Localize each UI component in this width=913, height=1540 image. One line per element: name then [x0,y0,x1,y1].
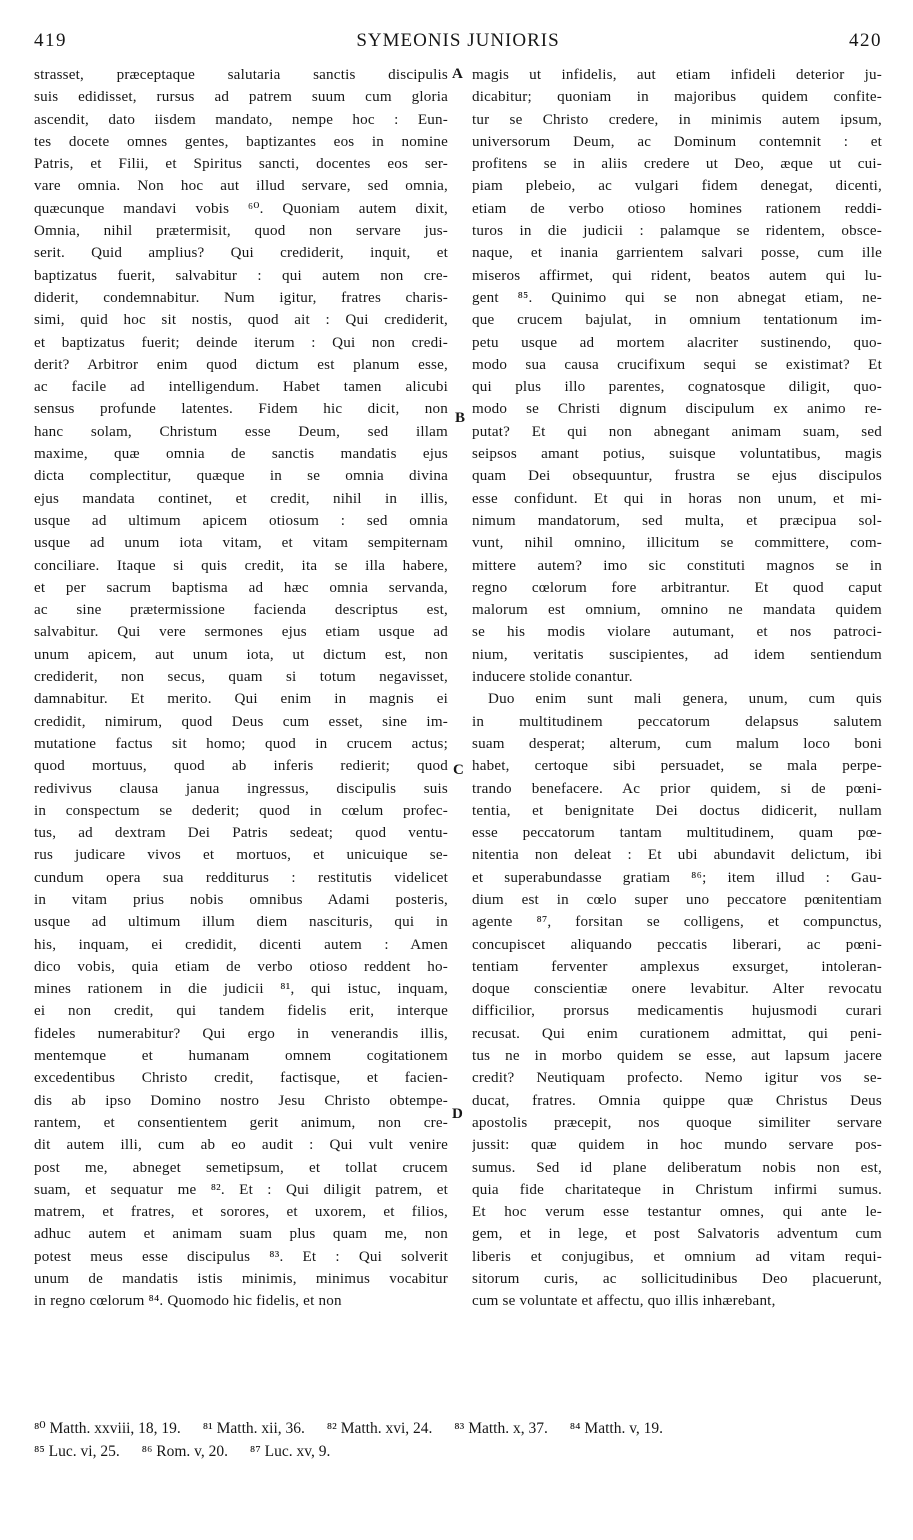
footnote: ⁸⁴ Matth. v, 19. [569,1420,664,1437]
text-line: seipsos amant potius, suisque voluntatibus, magis [472,446,882,463]
text-line: credit? Neutiquam profecto. Nemo igitur vos se- [472,1070,882,1087]
text-line: et per sacrum baptisma ad hæc omnia servanda, [34,579,448,596]
text-line: gent ⁸⁵. Quinimo qui se non abnegat etiam, ne- [472,289,882,306]
text-line: difficilior, prorsus medicamentis hujusmodi curari [472,1003,882,1020]
text-line: concupiscet aliquando peccatis liberari, ac pœni- [472,936,882,953]
text-line: esse peccatorum tantam multitudinem, quam pœ- [472,825,882,842]
text-line: rus judicare vivos et mortuos, et unicuique se- [34,847,448,864]
text-line: nitentia non deleat : Et ubi abundavit delictum, ibi [472,847,882,864]
text-line: miseros affirmet, qui rident, beatos autem qui lu- [472,267,882,284]
footnote: ⁸⁵ Luc. vi, 25. [34,1443,120,1460]
text-line: credidit, nimirum, quod Deus cum esset, sine im- [34,713,448,730]
text-line: piam plebeio, ac vulgari fidem denegat, dicenti, [472,178,882,195]
text-line: Omnia, nihil prætermisit, quod non servare jus- [34,223,448,240]
text-line: vare omnia. Non hoc aut illud servare, sed omnia, [34,178,448,195]
text-line: quæcunque mandavi vobis ⁶⁰. Quoniam autem dixit, [34,200,448,217]
text-line: baptizatus fuerit, salvabitur : qui autem non cre- [34,267,448,284]
text-line: usque ad ultimum illum diem nascituris, qui in [34,914,448,931]
text-line: ac facile ad intelligendum. Habet tamen alicubi [34,379,448,396]
running-header [34,30,882,56]
text-line: Et hoc verum esse testantur omnes, qui ante le- [472,1204,882,1221]
text-line: cum se voluntate et affectu, quo illis inhærebant, [472,1293,776,1310]
text-line: ejus mandata continet, et credit, nihil in illis, [34,490,448,507]
text-line: tentiam ferventer amplexus exsurget, intoleran- [472,958,882,975]
footnote-line [34,1440,894,1463]
text-line: in conspectum se dederit; quod in cœlum profec- [34,802,448,819]
text-line: dico vobis, quia etiam de verbo otioso reddent ho- [34,958,448,975]
text-line: apostolis præcepit, nos quoque similiter servare [472,1114,882,1131]
text-line: usque ad ultimum apicem otiosum : sed omnia [34,512,448,529]
text-line: his, inquam, ei credidit, dicenti autem : Amen [34,936,448,953]
text-line: unum de mandatis istis minimis, minimus vocabitur [34,1271,448,1288]
text-line: tur se Christo credere, in minimis autem ipsum, [472,111,882,128]
text-line: qui plus illo parentes, cognatosque diligit, quo- [472,379,882,396]
text-line: agente ⁸⁷, forsitan se colligens, et compunctus, [472,914,882,931]
text-line: mittere autem? imo sic constituti magnos se in [472,557,882,574]
right-column [472,64,882,1313]
text-line: ac sine prætermissione facienda descriptus est, [34,602,448,619]
text-line: inducere stolide conantur. [472,669,633,686]
text-line: salvabitur. Qui vere sermones ejus etiam usque ad [34,624,448,641]
text-line: tus ne in morbo quidem se esse, aut lapsum jacere [472,1048,882,1065]
footnote: ⁸⁰ Matth. xxviii, 18, 19. [34,1420,181,1437]
text-line: esse confidunt. Et qui in horas non unum, et mi- [472,490,882,507]
text-line: modo sua causa crucifixum sequi se existimat? Et [472,356,882,373]
margin-marker-d: D [452,1106,463,1122]
text-line: usque ad unum iota vitam, et vitam sempiternam [34,535,448,552]
text-line: recusat. Qui enim curationem admittat, qui peni- [472,1025,882,1042]
text-line: conciliare. Itaque si quis credit, ita se illa habere, [34,557,448,574]
text-line: ascendit, dato iisdem mandato, nempe hoc : Eun- [34,111,448,128]
left-column [34,64,448,1313]
text-line: que crucem bajulat, in omnium tentationum im- [472,312,882,329]
left-page-number: 419 [34,30,67,51]
text-line: universorum Deum, ac Dominum contemnit : et [472,133,882,150]
margin-marker-c: C [453,762,464,778]
running-title: SYMEONIS JUNIORIS [356,30,560,51]
text-line: liberis et conjugibus, et omnium ad vitam requi- [472,1248,882,1265]
footnote: ⁸⁷ Luc. xv, 9. [249,1443,331,1460]
text-line: tes docete omnes gentes, baptizantes eos in nomine [34,133,448,150]
text-line: matrem, et fratres, et sorores, et uxorem, et filios, [34,1204,448,1221]
text-line: suis edidisset, rursus ad patrem suum cum gloria [34,89,448,106]
text-line: dium est in cœlo super uno peccatore pœnitentiam [472,891,882,908]
text-line: suam, et sequatur me ⁸². Et : Qui diligit patrem, et [34,1181,448,1198]
text-line: hanc solam, Christum esse Deum, sed illam [34,423,448,440]
footnote: ⁸³ Matth. x, 37. [454,1420,548,1437]
text-line: nium, veritatis suscipientes, ad idem sentiendum [472,646,882,663]
text-line: tus, ad dextram Dei Patris sedeat; quod ventu- [34,825,448,842]
text-line: profitens se in aliis credere ut Deo, æque ut cui- [472,156,882,173]
text-line: derit? Arbitror enim quod dictum est planum esse, [34,356,448,373]
footnote-line [34,1417,894,1440]
text-line: diderit, condemnabitur. Num igitur, fratres charis- [34,289,448,306]
text-line: habet, certoque sibi persuadet, se mala perpe- [472,758,882,775]
text-line: putat? Et qui non abnegant animam suam, sed [472,423,882,440]
margin-marker-b: B [455,410,466,426]
text-line: doque conscientiæ onere levabitur. Alter revocatu [472,981,882,998]
text-line: magis ut infidelis, aut etiam infideli deterior ju- [472,67,882,83]
text-line: in multitudinem peccatorum delapsus salutem [472,713,882,730]
text-line: cundum opera sua redditurus : restitutis videlicet [34,869,448,886]
text-line: ducat, fratres. Omnia quippe quæ Christus Deus [472,1092,882,1109]
text-line: turos in die judicii : palamque se ridentem, obsce- [472,223,882,240]
text-line: strasset, præceptaque salutaria sanctis discipulis [34,67,448,83]
text-line: et superabundasse gratiam ⁸⁶; item illud : Gau- [472,869,882,886]
text-line: post me, abneget semetipsum, et tollat crucem [34,1159,448,1176]
text-line: se his modis violare autumant, et nos patroci- [472,624,882,641]
footnote: ⁸² Matth. xvi, 24. [326,1420,433,1437]
text-line: quam Dei obsequuntur, frustra se ejus discipulos [472,468,882,485]
text-line: vunt, nihil omnino, illicitum se committere, com- [472,535,882,552]
text-line: quod mortuus, quod ab inferis redierit; quod [34,758,448,775]
text-line: fideles numerabitur? Qui ergo in venerandis illis, [34,1025,448,1042]
text-line: potest meus esse discipulus ⁸³. Et : Qui solverit [34,1248,448,1265]
text-line: dicabitur; quoniam in majoribus quidem confite- [472,89,882,106]
text-line: in regno cœlorum ⁸⁴. Quomodo hic fidelis, et non [34,1293,342,1310]
text-line: simi, quid hoc sit nostis, quod ait : Qui crediderit, [34,312,448,329]
text-line: naque, et inania garrientem salvari posse, cum ille [472,245,882,262]
text-line: petu usque ad mortem alacriter sustinendo, quo- [472,334,882,351]
text-line: mutatione factus sit homo; quod in crucem actus; [34,735,448,752]
text-line: rantem, et consentientem gerit animum, non cre- [34,1114,448,1131]
text-line: mentemque et humanam omnem cogitationem [34,1048,448,1065]
text-line: dit autem illi, cum ab eo audit : Qui vult venire [34,1137,448,1154]
text-line: unum apicem, aut unum iota, ut dictum est, non [34,646,448,663]
text-line: adhuc autem et animam suam plus quam me, non [34,1226,448,1243]
text-line: Patris, et Filii, et Spiritus sancti, docentes eos ser- [34,156,448,173]
text-line: dicta complectitur, quæque in se omnia divina [34,468,448,485]
footnote: ⁸⁶ Rom. v, 20. [141,1443,229,1460]
text-line: gem, et in lege, et post Salvatoris adventum cum [472,1226,882,1243]
margin-marker-a: A [452,66,463,82]
text-line: excedentibus Christo credit, factisque, et facien- [34,1070,448,1087]
text-line: quia fide charitateque in Christum infirmi sumus. [472,1181,882,1198]
text-line: suam desperat; alterum, cum malum loco boni [472,735,882,752]
text-line: dis ab ipso Domino nostro Jesu Christo obtempe- [34,1092,448,1109]
text-line: damnabitur. Et merito. Qui enim in magnis ei [34,691,448,708]
right-page-number: 420 [849,30,882,51]
text-line: ei non credit, qui tandem fidelis erit, interque [34,1003,448,1020]
text-line: crediderit, non secus, quam si totum negavisset, [34,669,448,686]
footnote: ⁸¹ Matth. xii, 36. [202,1420,305,1437]
text-line: etiam de verbo otioso homines rationem reddi- [472,200,882,217]
text-line: trando benefacere. Ac prior quidem, si de pœni- [472,780,882,797]
text-line: sensus profunde latentes. Fidem hic dicit, non [34,401,448,418]
text-line: sumus. Sed id plane deliberatum nobis non est, [472,1159,882,1176]
text-line: in vitam prius nobis omnibus Adami posteris, [34,891,448,908]
text-line: mines rationem in die judicii ⁸¹, qui istuc, inquam, [34,981,448,998]
text-line: Duo enim sunt mali genera, unum, cum quis [488,691,882,708]
text-line: redivivus clausa janua ingressus, discipulis suis [34,780,448,797]
text-line: et baptizatus fuerit; deinde iterum : Qui non credi- [34,334,448,351]
text-line: regno cœlorum fore arbitrantur. Et quod caput [472,579,882,596]
text-line: malorum est omnium, omnino ne mandata quidem [472,602,882,619]
text-line: nimum mandatorum, sed multa, et præcipua sol- [472,512,882,529]
text-line: tentia, et benignitate Dei doctus didicerit, nullam [472,802,882,819]
text-line: sitorum curis, ac sollicitudinibus Deo placuerunt, [472,1271,882,1288]
text-line: maxime, quæ omnia de sanctis mandatis ejus [34,446,448,463]
footnotes [34,1417,894,1463]
text-line: jussit: quæ quidem in hoc mundo servare pos- [472,1137,882,1154]
text-line: serit. Quid amplius? Qui crediderit, inquit, et [34,245,448,262]
text-line: modo se Christi dignum discipulum ex animo re- [472,401,882,418]
